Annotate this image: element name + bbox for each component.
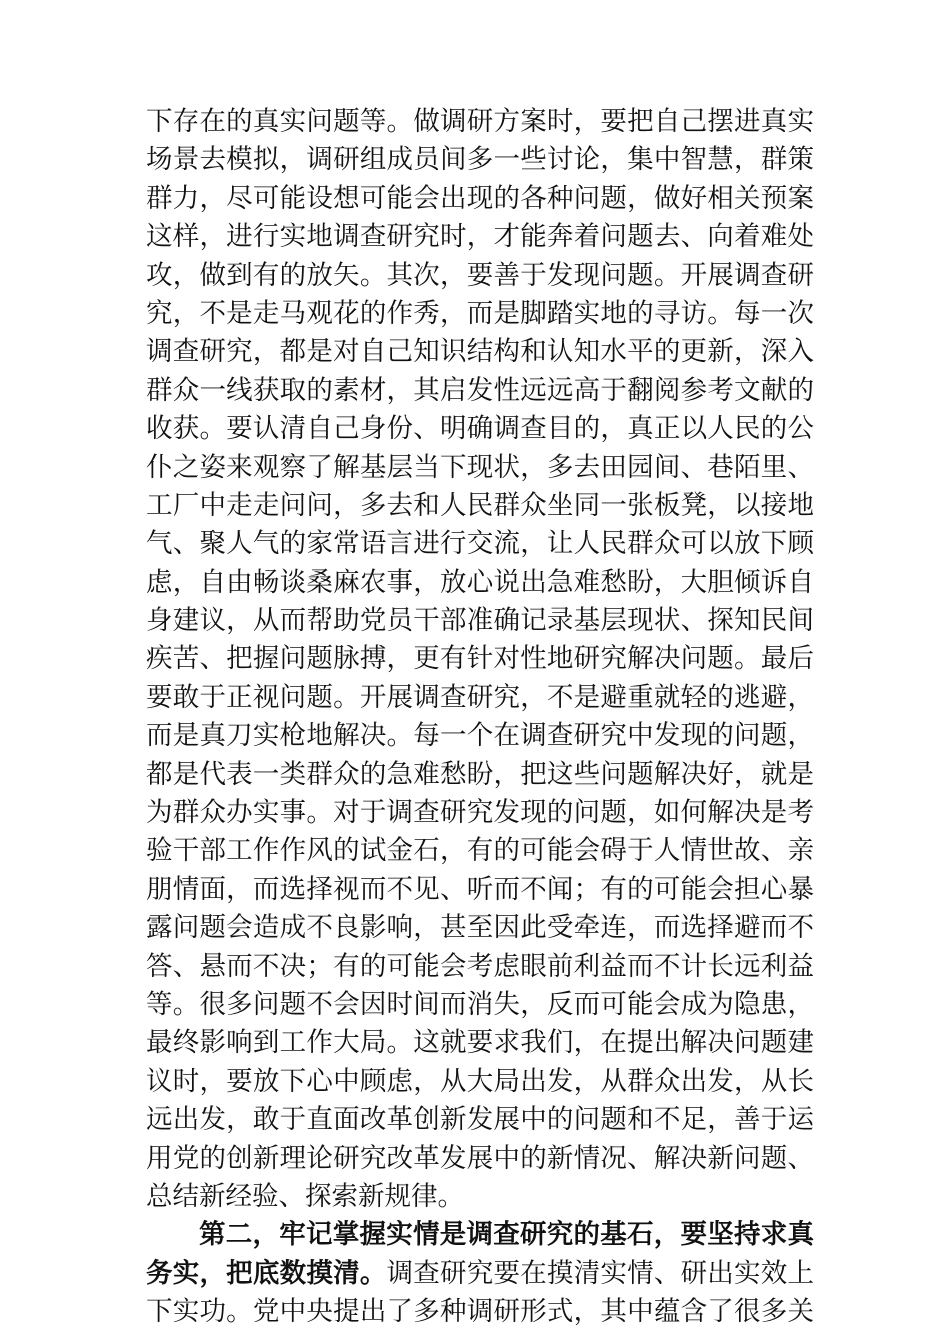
text-line: 总结新经验、探索新规律。 [146, 1180, 464, 1212]
text-line: 远出发，敢于直面改革创新发展中的问题和不足，善于运 [146, 1104, 814, 1136]
text-line: 议时，要放下心中顾虑，从大局出发，从群众出发，从长 [146, 1065, 814, 1097]
text-line: 仆之姿来观察了解基层当下现状，多去田园间、巷陌里、 [146, 451, 814, 483]
section-body-start: 调查研究要在摸清实情、研出实效上 [386, 1257, 814, 1289]
text-line: 这样，进行实地调查研究时，才能奔着问题去、向着难处 [146, 221, 814, 253]
text-line: 最终影响到工作大局。这就要求我们，在提出解决问题建 [146, 1027, 814, 1059]
text-line: 验干部工作作风的试金石，有的可能会碍于人情世故、亲 [146, 835, 814, 867]
text-line: 而是真刀实枪地解决。每一个在调查研究中发现的问题， [146, 720, 814, 752]
text-line: 朋情面，而选择视而不见、听而不闻；有的可能会担心暴 [146, 873, 814, 905]
section-heading-tail: 务实，把底数摸清。 [146, 1257, 387, 1289]
section-heading-line: 第二，牢记掌握实情是调查研究的基石，要坚持求真 [199, 1219, 814, 1251]
text-line: 虑，自由畅谈桑麻农事，放心说出急难愁盼，大胆倾诉自 [146, 566, 814, 598]
body-text [146, 103, 814, 1332]
text-line: 答、悬而不决；有的可能会考虑眼前利益而不计长远利益 [146, 950, 814, 982]
text-line: 下实功。党中央提出了多种调研形式，其中蕴含了很多关 [146, 1296, 814, 1328]
text-line: 等。很多问题不会因时间而消失，反而可能会成为隐患， [146, 988, 814, 1020]
text-line: 场景去模拟，调研组成员间多一些讨论，集中智慧，群策 [146, 144, 814, 176]
section-heading-line-continued [146, 1255, 814, 1293]
text-line: 露问题会造成不良影响，甚至因此受牵连，而选择避而不 [146, 912, 814, 944]
text-line: 收获。要认清自己身份、明确调查目的，真正以人民的公 [146, 413, 814, 445]
text-line: 攻，做到有的放矢。其次，要善于发现问题。开展调查研 [146, 259, 814, 291]
text-line: 为群众办实事。对于调查研究发现的问题，如何解决是考 [146, 797, 814, 829]
text-line: 疾苦、把握问题脉搏，更有针对性地研究解决问题。最后 [146, 643, 814, 675]
text-line: 工厂中走走问问，多去和人民群众坐同一张板凳，以接地 [146, 489, 814, 521]
text-line: 群众一线获取的素材，其启发性远远高于翻阅参考文献的 [146, 374, 814, 406]
text-line: 群力，尽可能设想可能会出现的各种问题，做好相关预案 [146, 182, 814, 214]
text-line: 气、聚人气的家常语言进行交流，让人民群众可以放下顾 [146, 528, 814, 560]
text-line: 下存在的真实问题等。做调研方案时，要把自己摆进真实 [146, 106, 814, 137]
text-line: 身建议，从而帮助党员干部准确记录基层现状、探知民间 [146, 605, 814, 637]
text-line: 用党的创新理论研究改革发展中的新情况、解决新问题、 [146, 1142, 814, 1174]
text-line: 究，不是走马观花的作秀，而是脚踏实地的寻访。每一次 [146, 297, 814, 329]
text-line: 调查研究，都是对自己知识结构和认知水平的更新，深入 [146, 336, 814, 368]
text-line: 要敢于正视问题。开展调查研究，不是避重就轻的逃避， [146, 681, 814, 713]
text-line: 都是代表一类群众的急难愁盼，把这些问题解决好，就是 [146, 758, 814, 790]
